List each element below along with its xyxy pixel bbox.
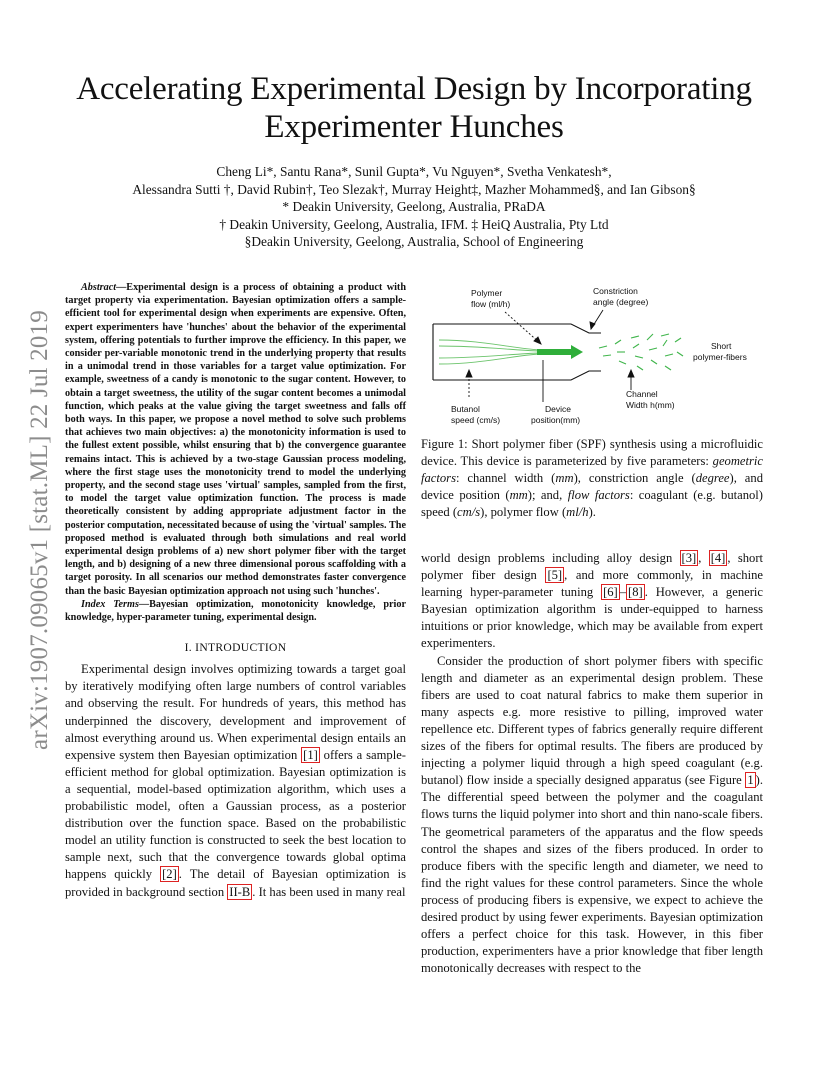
label-channel-2: Width h(mm) <box>626 400 675 410</box>
right-column <box>421 550 763 977</box>
arxiv-id: arXiv:1907.09065v1 [stat.ML] 22 Jul 2019 <box>26 310 53 750</box>
arxiv-stamp <box>23 290 57 770</box>
polymer-flow-arrow <box>537 345 583 359</box>
index-terms-text: —Bayesian optimization, monotonicity knowledge, prior knowledge, hyper-parameter tuning, experimental design. <box>65 598 406 624</box>
citation-link-8[interactable]: [8] <box>628 585 643 600</box>
citation-link-6[interactable]: [6] <box>603 585 618 600</box>
label-short-fibers-2: polymer-fibers <box>693 352 747 362</box>
index-terms-label: Index Terms <box>81 598 139 610</box>
abstract <box>65 281 406 598</box>
abstract-text: —Experimental design is a process of obtaining a product with target property via experimentation. Bayesian optimization offers a sample-efficient tool for experimental design when experiments are expensive. Often, expert experimenters have 'hunches' about the behavior of the experimental system, offering potentials to further improve the efficiency. In this paper, we consider per-variable monotonic trend in the underlying property that results in a unimodal trend in those variables for a target value optimization. For example, sweetness of a candy is monotonic to the sugar content. However, to obtain a target sweetness, the utility of the sugar content becomes a unimodal function, which peaks at the value giving the target sweetness and falls off both ways. In this paper, we propose a novel method to solve such problems that achieves two main objectives: a) the monotonicity information is used to the fullest extent possible, whilst ensuring that b) the convergence guarantee remains intact. This is achieved by a two-stage Gaussian process modeling, where the first stage uses the monotonicity trend to model the underlying property, and the second stage uses 'virtual' samples, sampled from the first, to model the target value optimization function. The process is made theoretically consistent by adding appropriate adjustment factor in the posterior computation, necessitated because of using the 'virtual' samples. The proposed method is evaluated through both simulations and real world experimental design problems of a) new short polymer fiber with the target length, and b) designing of a new three dimensional porous scaffolding with a target porosity. In all scenarios our method demonstrates faster convergence than the basic Bayesian optimization approach not using such 'hunches'. <box>65 282 406 597</box>
paper-title: Accelerating Experimental Design by Incorporating Experimenter Hunches <box>76 71 752 145</box>
right-paragraph-2: Consider the production of short polymer fibers with specific length and diameter as an experimental design problem. These fibers are used to coat natural fabrics to make them superior in many aspects e.g. more resistive to pilling, improved water repellence etc. Different types of fabrics generally require different sizes of the fibers for optimal results. The fibers are produced by injecting a polymer liquid through a high speed coagulant (e.g. butanol) flow inside a specially designed apparatus (see Figure 1 ). The differential speed between the polymer and the coagulant flows turns the liquid polymer into short and thin nano-scale fibers. The geometrical parameters of the apparatus and the flow speeds control the shapes and sizes of the fibers produced. In order to produce fibers with the specific length and diameter, we need to find the right values for these control parameters. Since the whole process of producing fibers is expensive, we expect to achieve the desired product by using fewer experiments. Bayesian optimization offers a perfect choice for this task. However, in this fiber production, experimenters have a prior knowledge that fiber length monotonically decreases with respect to the <box>421 653 763 976</box>
label-polymer-flow-2: flow (ml/h) <box>471 299 511 309</box>
abstract-label: Abstract <box>81 282 117 293</box>
citation-link-1[interactable]: [1] <box>303 747 318 762</box>
figure-1-caption: Figure 1: Short polymer fiber (SPF) synthesis using a microfluidic device. This device is parameterized by five parameters: geometric factors: channel width (mm), constriction angle (degree), and device position (mm); and, flow factors: coagulant (e.g. butanol) speed (cm/s), polymer flow (ml/h). <box>421 437 764 520</box>
label-butanol-2: speed (cm/s) <box>451 415 501 425</box>
label-butanol-1: Butanol <box>451 404 480 414</box>
section-heading-introduction: I. INTRODUCTION <box>184 641 287 655</box>
authors-line-1: Cheng Li*, Santu Rana*, Sunil Gupta*, Vu Nguyen*, Svetha Venkatesh*, <box>216 164 612 179</box>
citation-link-4[interactable]: [4] <box>710 551 726 565</box>
citation-link-2[interactable]: [2] <box>162 867 177 882</box>
channel-bottom-wall <box>433 371 601 380</box>
citation-link-5[interactable]: [5] <box>547 568 563 583</box>
authors-line-2: Alessandra Sutti †, David Rubin†, Teo Slezak†, Murray Height‡, Mazher Mohammed§, and Ian Gibson§ <box>132 181 696 197</box>
label-constriction-1: Constriction <box>593 286 638 296</box>
citation-link-3[interactable]: [3] <box>681 551 697 565</box>
label-device-1: Device <box>545 404 571 414</box>
label-polymer-flow-1: Polymer <box>471 288 503 298</box>
affiliation-1: * Deakin University, Geelong, Australia, PRaDA <box>282 199 546 214</box>
right-paragraph-1: world design problems including alloy design [3] , [4] , short polymer fiber design [5] , and more commonly, in machine learning hyper-parameter tuning [6] – [8] . However, a generic Bayesian optimization algorithm is under-equipped to harness intuitions or prior knowledge, which may be available from expert experimenters. <box>421 551 764 651</box>
affiliation-3: §Deakin University, Geelong, Australia, School of Engineering <box>244 234 584 249</box>
figure-1-diagram <box>421 282 763 428</box>
channel-top-wall <box>433 324 601 333</box>
short-fibers <box>599 334 683 370</box>
coagulant-streamlines <box>439 340 539 364</box>
label-device-2: position(mm) <box>531 415 581 425</box>
section-link-ii-b[interactable]: II-B <box>229 884 251 899</box>
affiliation-2: † Deakin University, Geelong, Australia, IFM. ‡ HeiQ Australia, Pty Ltd <box>219 216 609 232</box>
intro-body <box>65 661 406 900</box>
left-column <box>65 281 406 901</box>
index-terms <box>65 598 406 624</box>
figure-link-1[interactable]: 1 <box>747 773 754 788</box>
label-channel-1: Channel <box>626 389 658 399</box>
label-short-fibers-1: Short <box>711 341 732 351</box>
label-constriction-2: angle (degree) <box>593 297 649 307</box>
intro-paragraph-1: Experimental design involves optimizing towards a target goal by iteratively modifying often large numbers of control variables and observing the result. For hundreds of years, this method has underpinned the discovery, development and improvement of almost everything around us. When experimental design entails an expensive system then Bayesian optimization [1] offers a sample-efficient method for global optimization. Bayesian optimization is a sequential, model-based optimization algorithm, which uses a probabilistic model, often a Gaussian process, as a posterior distribution over the function space. Based on the probabilistic model an utility function is constructed to seek the best location to sample next, such that the convergence towards global optima happens quickly [2] . The detail of Bayesian optimization is provided in background section II-B . It has been used in many real <box>65 662 407 899</box>
author-block <box>40 163 788 251</box>
